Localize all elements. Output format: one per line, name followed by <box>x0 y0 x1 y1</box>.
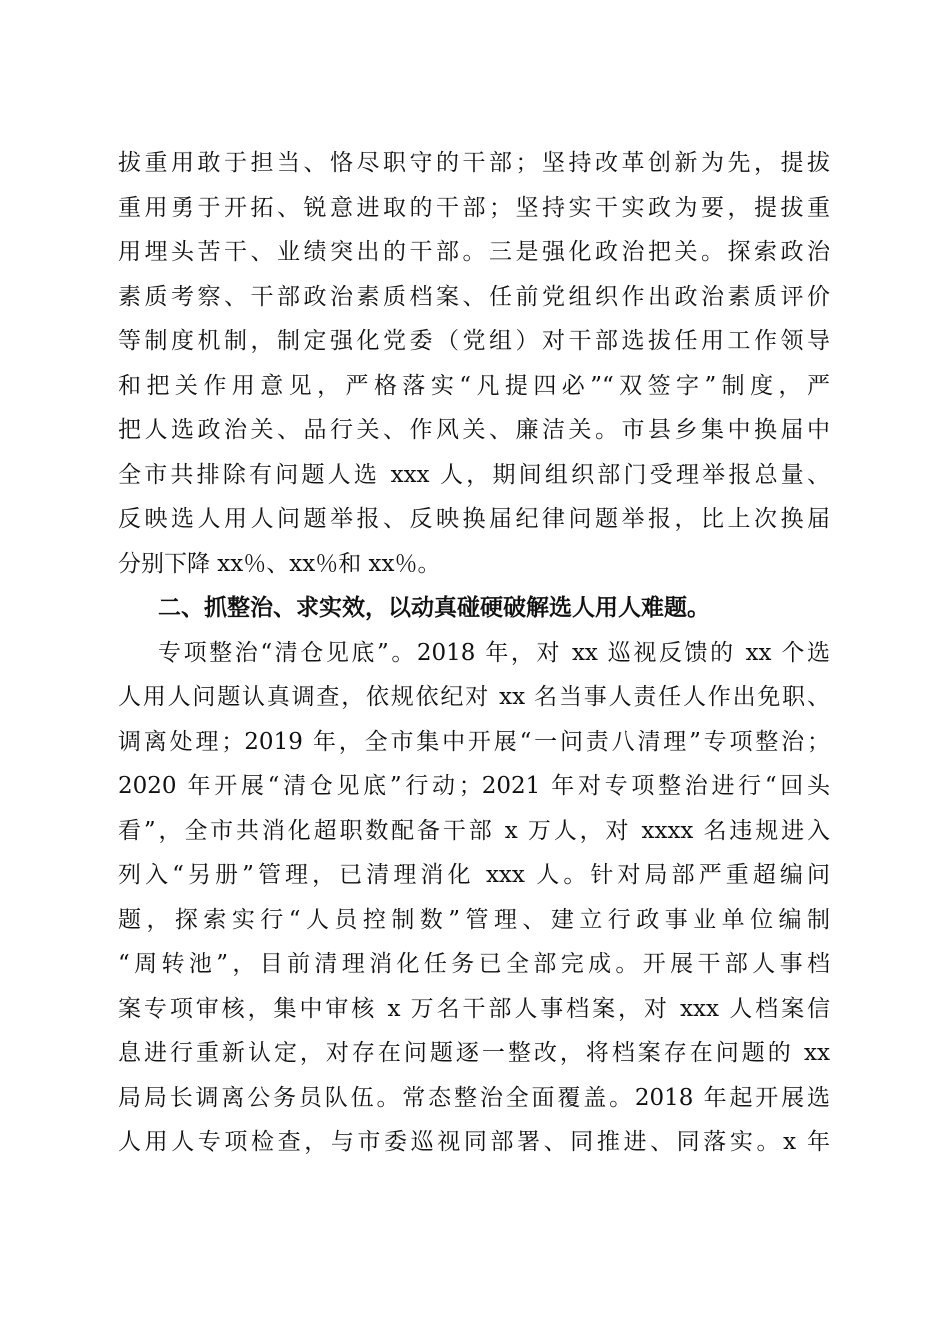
paragraph-line: 题，探索实行“人员控制数”管理、建立行政事业单位编制 <box>118 906 830 933</box>
paragraph-line: 全市共排除有问题人选 xxx 人，期间组织部门受理举报总量、 <box>118 461 830 488</box>
body-text <box>118 141 830 1165</box>
paragraph-line: 反映选人用人问题举报、反映换届纪律问题举报，比上次换届 <box>118 506 830 532</box>
paragraph-line: 素质考察、干部政治素质档案、任前党组织作出政治素质评价 <box>118 283 830 310</box>
section-heading: 二、抓整治、求实效，以动真碰硬破解选人用人难题。 <box>158 595 710 621</box>
paragraph-line: 人用人问题认真调查，依规依纪对 xx 名当事人责任人作出免职、 <box>118 684 830 710</box>
paragraph-line: 分别下降 xx％、xx％和 xx％。 <box>118 550 441 577</box>
paragraph-line: 2020 年开展“清仓见底”行动；2021 年对专项整治进行“回头 <box>118 773 830 799</box>
paragraph-line: “周转池”，目前清理消化任务已全部完成。开展干部人事档 <box>118 951 830 977</box>
paragraph-line: 看”，全市共消化超职数配备干部 x 万人，对 xxxx 名违规进入 <box>118 817 830 844</box>
paragraph-line: 人用人专项检查，与市委巡视同部署、同推进、同落实。x 年 <box>118 1129 830 1155</box>
paragraph-line: 拔重用敢于担当、恪尽职守的干部；坚持改革创新为先，提拔 <box>118 150 830 176</box>
paragraph-line: 息进行重新认定，对存在问题逐一整改，将档案存在问题的 xx <box>118 1040 830 1066</box>
paragraph-line: 重用勇于开拓、锐意进取的干部；坚持实干实政为要，提拔重 <box>118 194 830 221</box>
paragraph-line: 和把关作用意见，严格落实“凡提四必”“双签字”制度，严 <box>118 372 830 399</box>
paragraph-line: 局局长调离公务员队伍。常态整治全面覆盖。2018 年起开展选 <box>118 1084 830 1111</box>
paragraph-line: 等制度机制，制定强化党委（党组）对干部选拔任用工作领导 <box>118 328 830 354</box>
paragraph-line: 用埋头苦干、业绩突出的干部。三是强化政治把关。探索政治 <box>118 239 830 265</box>
paragraph-line: 列入“另册”管理，已清理消化 xxx 人。针对局部严重超编问 <box>118 862 830 888</box>
paragraph-line: 专项整治“清仓见底”。2018 年，对 xx 巡视反馈的 xx 个选 <box>158 639 830 666</box>
paragraph-line: 把人选政治关、品行关、作风关、廉洁关。市县乡集中换届中 <box>118 417 830 443</box>
paragraph-line: 调离处理；2019 年，全市集中开展“一问责八清理”专项整治； <box>118 728 830 755</box>
paragraph-line: 案专项审核，集中审核 x 万名干部人事档案，对 xxx 人档案信 <box>118 995 830 1022</box>
